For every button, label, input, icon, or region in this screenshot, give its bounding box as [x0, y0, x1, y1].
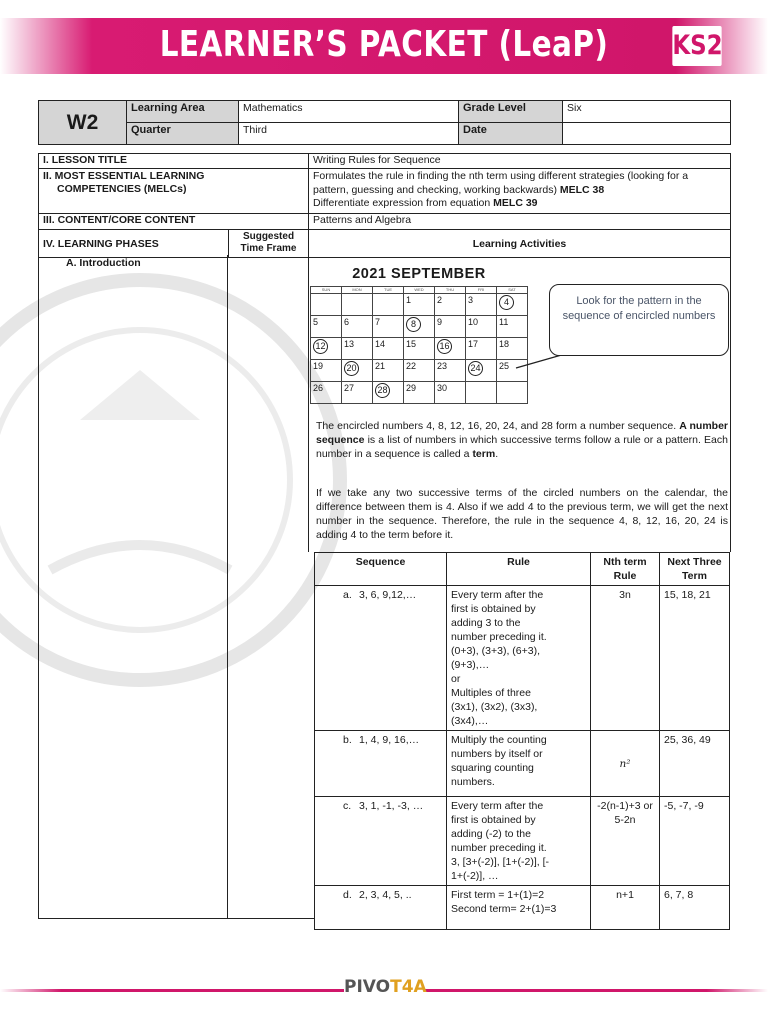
calendar-cell	[373, 382, 404, 404]
rule-line: Multiply the counting	[451, 734, 547, 746]
sequence-letter: c.	[343, 800, 352, 812]
logo-text-a: PIVO	[344, 977, 391, 997]
circled-date: 28	[375, 383, 390, 398]
quarter-value: Third	[239, 123, 459, 145]
calendar-date: 13	[344, 339, 355, 349]
calendar-cell	[466, 316, 497, 338]
rule-cell	[447, 731, 591, 797]
calendar-cell	[404, 382, 435, 404]
calendar-day-header: SUN	[311, 287, 342, 294]
nth-rule-cell: 3n	[591, 586, 660, 731]
week-label: W2	[39, 101, 127, 145]
calendar-cell	[404, 338, 435, 360]
calendar-cell	[466, 338, 497, 360]
watermark-seal	[0, 270, 350, 690]
melc-label-line-1: II. MOST ESSENTIAL LEARNING	[43, 170, 205, 182]
grade-level-value: Six	[563, 101, 731, 123]
calendar-date: 22	[406, 361, 417, 371]
para1-e: .	[495, 448, 499, 460]
calendar-cell	[311, 294, 342, 316]
rule-line: (9+3),…	[451, 659, 490, 671]
sequence-letter: d.	[343, 889, 352, 901]
header-next-three: Next Three Term	[660, 553, 730, 586]
page-title: LEARNER’S PACKET (LeaP)	[159, 24, 609, 65]
para1-c: is a list of numbers in which successive terms follow a rule or a pattern. Each number in a sequence is called a	[316, 434, 728, 460]
pivot-logo	[344, 977, 427, 1003]
sequence-letter: a.	[343, 589, 352, 601]
calendar-date: 6	[344, 317, 350, 327]
rule-line: first is obtained by	[451, 603, 536, 615]
next-terms-cell: 15, 18, 21	[660, 586, 730, 731]
frame-activity-divider	[308, 255, 309, 552]
sequence-values: 2, 3, 4, 5, ..	[359, 889, 412, 901]
header-banner	[0, 18, 768, 74]
rule-line: (3x4),…	[451, 715, 489, 727]
calendar-cell	[342, 338, 373, 360]
calendar-day-header: FRI	[466, 287, 497, 294]
calendar-day-header: WED	[404, 287, 435, 294]
rule-cell	[447, 586, 591, 731]
rule-line: (3x1), (3x2), (3x3),	[451, 701, 538, 713]
quarter-label: Quarter	[127, 123, 239, 145]
calendar-grid	[310, 286, 528, 404]
calendar-title: 2021 SEPTEMBER	[352, 266, 486, 282]
next-terms-cell: 25, 36, 49	[660, 731, 730, 797]
melc-2-text: Differentiate expression from equation	[313, 197, 491, 209]
rule-cell	[447, 886, 591, 930]
calendar-cell	[497, 382, 528, 404]
rule-line: 3, [3+(-2)], [1+(-2)], [-	[451, 856, 550, 868]
calendar-cell	[497, 294, 528, 316]
learning-area-value: Mathematics	[239, 101, 459, 123]
rule-cell	[447, 797, 591, 886]
sequence-values: 3, 1, -1, -3, …	[359, 800, 424, 812]
time-frame-label: Suggested Time Frame	[229, 230, 309, 258]
melc-2-code: MELC 39	[493, 197, 538, 209]
date-label: Date	[459, 123, 563, 145]
calendar-cell	[373, 360, 404, 382]
calendar-cell	[373, 294, 404, 316]
calendar-cell	[466, 382, 497, 404]
rule-line: 1+(-2)], …	[451, 870, 499, 882]
rule-line: adding (-2) to the	[451, 828, 531, 840]
info-table	[38, 100, 731, 145]
calendar-day-header: TUE	[373, 287, 404, 294]
header-nth-rule: Nth term Rule	[591, 553, 660, 586]
para1-bold-term: A number sequence	[316, 420, 728, 446]
difference-paragraph: If we take any two successive terms of the circled numbers on the calendar, the difference between them is 4. Also if we add 4 to the previous term, we will get the next number in the sequence. Therefore, the rule in the sequence 4, 8, 12, 16, 20, 24 is adding 4 to the term before it.	[316, 487, 728, 541]
calendar-date: 19	[313, 361, 324, 371]
frame-bottom	[38, 918, 314, 919]
rule-line: first is obtained by	[451, 814, 536, 826]
calendar-date: 25	[499, 361, 510, 371]
rule-line: First term = 1+(1)=2	[451, 889, 545, 901]
calendar-cell	[373, 338, 404, 360]
sequence-table	[314, 552, 730, 930]
calendar-date: 27	[344, 383, 355, 393]
circled-date: 16	[437, 339, 452, 354]
calendar-date: 29	[406, 383, 417, 393]
calendar-cell	[435, 316, 466, 338]
calendar-cell	[311, 316, 342, 338]
content-label: III. CONTENT/CORE CONTENT	[39, 214, 309, 230]
sequence-table-header	[315, 553, 730, 586]
learning-area-label: Learning Area	[127, 101, 239, 123]
calendar-cell	[435, 360, 466, 382]
grade-level-label: Grade Level	[459, 101, 563, 123]
calendar-cell	[311, 382, 342, 404]
activities-label: Learning Activities	[309, 230, 731, 258]
calendar-cell	[342, 360, 373, 382]
calendar-date: 1	[406, 295, 412, 305]
calendar-date: 26	[313, 383, 324, 393]
lesson-outline-table	[38, 153, 731, 258]
rule-line: squaring counting	[451, 762, 534, 774]
calendar-date: 9	[437, 317, 443, 327]
sequence-cell	[315, 797, 447, 886]
calendar-cell	[435, 338, 466, 360]
para1-a: The encircled numbers 4, 8, 12, 16, 20, 24, and 28 form a number sequence.	[316, 420, 680, 432]
calendar-day-header: MON	[342, 287, 373, 294]
circled-date: 12	[313, 339, 328, 354]
ks2-badge: KS2	[672, 26, 721, 66]
rule-line: Second term= 2+(1)=3	[451, 903, 557, 915]
sequence-cell	[315, 886, 447, 930]
september-calendar	[310, 266, 528, 401]
calendar-cell	[342, 316, 373, 338]
sequence-values: 1, 4, 9, 16,…	[359, 734, 420, 746]
calendar-cell	[404, 294, 435, 316]
circled-date: 20	[344, 361, 359, 376]
calendar-date: 14	[375, 339, 386, 349]
logo-text-b: T4A	[390, 977, 427, 997]
sequence-values: 3, 6, 9,12,…	[359, 589, 417, 601]
calendar-cell	[435, 294, 466, 316]
sequence-cell	[315, 586, 447, 731]
circled-date: 4	[499, 295, 514, 310]
calendar-date: 3	[468, 295, 474, 305]
calendar-cell	[497, 316, 528, 338]
calendar-cell	[342, 382, 373, 404]
rule-line: number preceding it.	[451, 631, 547, 643]
melc-label	[39, 169, 309, 214]
calendar-date: 10	[468, 317, 479, 327]
melc-label-line-2: COMPETENCIES (MELCs)	[57, 183, 187, 195]
rule-line: (0+3), (3+3), (6+3),	[451, 645, 540, 657]
sequence-definition-paragraph	[316, 419, 728, 461]
rule-line: adding 3 to the	[451, 617, 521, 629]
rule-line: Multiples of three	[451, 687, 531, 699]
rule-line: numbers.	[451, 776, 495, 788]
calendar-cell	[311, 360, 342, 382]
nth-rule-cell: n+1	[591, 886, 660, 930]
calendar-date: 21	[375, 361, 386, 371]
calendar-date: 2	[437, 295, 443, 305]
calendar-date: 30	[437, 383, 448, 393]
melc-1-text: Formulates the rule in finding the nth term using different strategies (looking for a pattern, guessing and checking, working backwards)	[313, 170, 689, 196]
header-rule: Rule	[447, 553, 591, 586]
content-value: Patterns and Algebra	[309, 214, 731, 230]
calendar-cell	[435, 382, 466, 404]
next-terms-cell: 6, 7, 8	[660, 886, 730, 930]
lesson-title-value: Writing Rules for Sequence	[309, 154, 731, 169]
rule-line: numbers by itself or	[451, 748, 543, 760]
nth-rule-cell: -2(n-1)+3 or 5-2n	[591, 797, 660, 886]
phases-label: IV. LEARNING PHASES	[39, 230, 229, 258]
calendar-date: 7	[375, 317, 381, 327]
nth-rule-cell: n²	[591, 731, 660, 797]
calendar-cell	[373, 316, 404, 338]
calendar-cell	[404, 360, 435, 382]
sequence-row	[315, 886, 730, 930]
calendar-cell	[404, 316, 435, 338]
phase-introduction: A. Introduction	[66, 257, 141, 269]
melc-value	[309, 169, 731, 214]
calendar-day-header: SAT	[497, 287, 528, 294]
calendar-day-header: THU	[435, 287, 466, 294]
frame-right	[730, 255, 731, 552]
calendar-cell	[311, 338, 342, 360]
melc-1-code: MELC 38	[559, 183, 605, 196]
calendar-date: 18	[499, 339, 510, 349]
calendar-cell	[342, 294, 373, 316]
sequence-cell	[315, 731, 447, 797]
date-value	[563, 123, 731, 145]
rule-line: Every term after the	[451, 589, 544, 601]
rule-line: number preceding it.	[451, 842, 547, 854]
calendar-date: 17	[468, 339, 479, 349]
lesson-title-label: I. LESSON TITLE	[39, 154, 309, 169]
calendar-date: 15	[406, 339, 417, 349]
frame-left	[38, 255, 39, 919]
calendar-date: 5	[313, 317, 319, 327]
calendar-date: 23	[437, 361, 448, 371]
calendar-cell	[466, 294, 497, 316]
calendar-cell	[466, 360, 497, 382]
rule-line: or	[451, 673, 461, 685]
next-terms-cell: -5, -7, -9	[660, 797, 730, 886]
sequence-letter: b.	[343, 734, 352, 746]
sequence-row	[315, 586, 730, 731]
calendar-date: 11	[499, 317, 509, 327]
circled-date: 24	[468, 361, 483, 376]
frame-time-divider	[227, 255, 228, 919]
sequence-row	[315, 797, 730, 886]
para1-bold-term-2: term	[472, 448, 496, 460]
sequence-row	[315, 731, 730, 797]
pattern-callout: Look for the pattern in the sequence of encircled numbers	[549, 284, 729, 356]
header-sequence: Sequence	[315, 553, 447, 586]
rule-line: Every term after the	[451, 800, 544, 812]
circled-date: 8	[406, 317, 421, 332]
